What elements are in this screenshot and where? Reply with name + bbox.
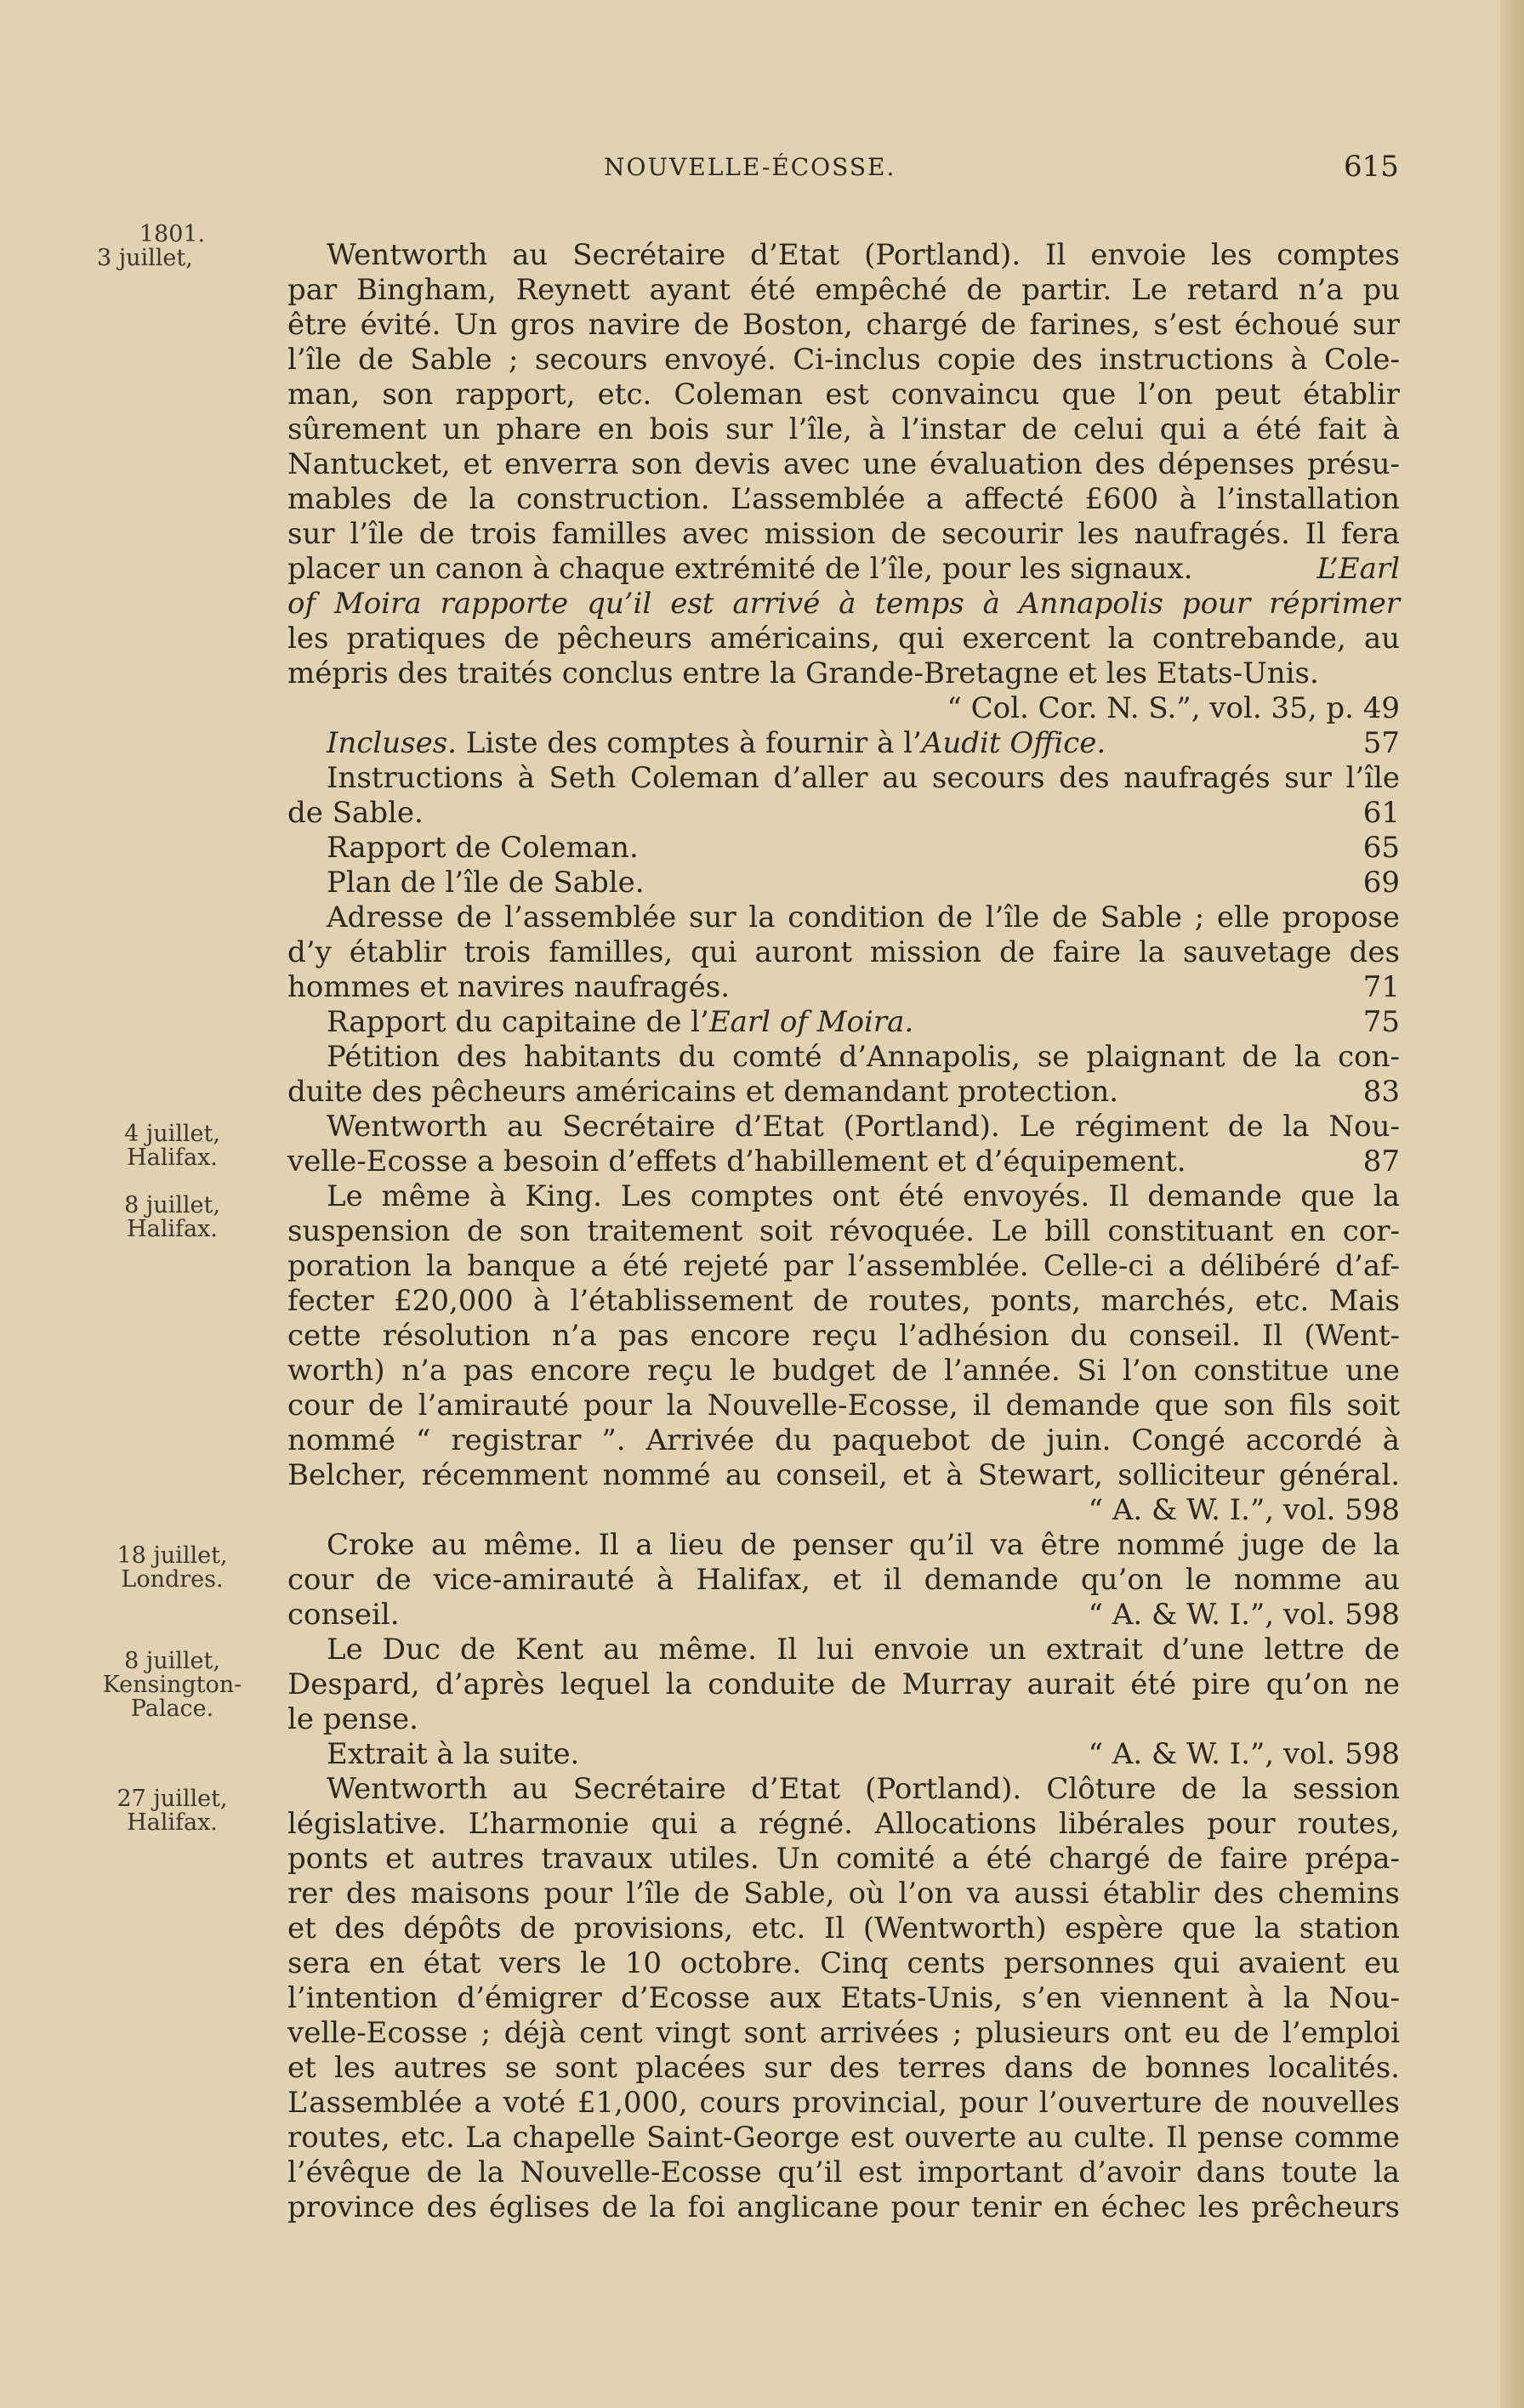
enclosure	[287, 796, 1400, 831]
enclosure	[287, 970, 1400, 1005]
margin-date: 8 juillet,	[124, 1648, 220, 1674]
enclosure	[287, 726, 1400, 761]
text-line	[287, 1598, 1400, 1633]
margin-note-4-juillet	[85, 1122, 259, 1170]
enclosure-desc: Liste des comptes à fournir à l’	[456, 726, 922, 760]
text-line: le pense.	[287, 1702, 418, 1736]
text-line: l’évêque de la Nouvelle-Ecosse qu’il est important d’avoir dans toute la	[287, 2155, 1400, 2189]
page-edge	[1500, 0, 1524, 2408]
text-line: et des dépôts de provisions, etc. Il (Wentworth) espère que la station	[287, 1911, 1400, 1945]
enclosure-text: de Sable.	[287, 796, 424, 830]
enclosure	[287, 1075, 1400, 1110]
enclosure-line: Pétition des habitants du comté d’Annapolis, se plaignant de la con-	[327, 1040, 1400, 1074]
archive-reference: “ A. & W. I.”, vol. 598	[1088, 1598, 1400, 1632]
text-line: les pratiques de pêcheurs américains, qui exercent la contrebande, au	[287, 622, 1400, 656]
text-line: of Moira rapporte qu’il est arrivé à temps à Annapolis pour réprimer	[287, 587, 1400, 621]
enclosure	[287, 866, 1400, 900]
margin-place: Halifax.	[127, 1216, 218, 1242]
margin-note-kensington	[85, 1650, 259, 1721]
enclosure-title: Audit Office.	[921, 726, 1106, 760]
text-span: conseil.	[287, 1598, 400, 1632]
main-text	[287, 238, 1400, 2225]
enclosure-text: Rapport de Coleman.	[327, 831, 639, 865]
text-line: suspension de son traitement soit révoquée. Le bill constituant en cor-	[287, 1214, 1400, 1248]
text-span: Extrait à la suite.	[327, 1737, 580, 1771]
enclosure-page: 57	[1362, 726, 1400, 760]
margin-note-1801	[85, 223, 259, 270]
margin-note-18-juillet	[85, 1544, 259, 1592]
text-line: ponts et autres travaux utiles. Un comité a été chargé de faire prépa-	[287, 1842, 1400, 1876]
text-line: Belcher, récemment nommé au conseil, et à Stewart, solliciteur général.	[287, 1458, 1400, 1492]
margin-place: Palace.	[130, 1695, 214, 1722]
text-line: l’île de Sable ; secours envoyé. Ci-inclus copie des instructions à Cole-	[287, 343, 1400, 377]
margin-note-27-juillet	[85, 1787, 259, 1835]
enclosure-line: Instructions à Seth Coleman d’aller au secours des naufragés sur l’île	[327, 761, 1400, 795]
margin-date: 8 juillet,	[124, 1192, 220, 1218]
running-title: NOUVELLE-ÉCOSSE.	[604, 153, 896, 181]
margin-place: Londres.	[121, 1566, 224, 1593]
enclosure-page: 87	[1362, 1144, 1400, 1178]
text-line: Croke au même. Il a lieu de penser qu’il va être nommé juge de la	[327, 1528, 1400, 1562]
enclosure-text: hommes et navires naufragés.	[287, 970, 731, 1004]
enclosure-desc: Rapport du capitaine de l’	[327, 1005, 709, 1039]
text-line: man, son rapport, etc. Coleman est convaincu que l’on peut établir	[287, 378, 1400, 412]
ship-name: L’Earl	[1316, 552, 1400, 586]
text-span: velle-Ecosse a besoin d’effets d’habillement et d’équipement.	[287, 1144, 1186, 1178]
text-span: placer un canon à chaque extrémité de l’île, pour les signaux.	[287, 552, 1193, 586]
enclosure-page: 65	[1362, 831, 1400, 865]
margin-note-8-juillet	[85, 1194, 259, 1241]
text-line: Wentworth au Secrétaire d’Etat (Portland). Le régiment de la Nou-	[327, 1110, 1400, 1144]
archive-reference: “ Col. Cor. N. S.”, vol. 35, p. 49	[947, 691, 1400, 725]
text-line: par Bingham, Reynett ayant été empêché de partir. Le retard n’a pu	[287, 273, 1400, 307]
text-line: sera en état vers le 10 octobre. Cinq cents personnes qui avaient eu	[287, 1946, 1400, 1980]
text-line	[287, 1144, 1400, 1179]
text-line	[287, 1737, 1400, 1772]
text-line: législative. L’harmonie qui a régné. Allocations libérales pour routes,	[287, 1807, 1400, 1841]
enclosure-text: Plan de l’île de Sable.	[327, 866, 645, 900]
margin-year: 1801.	[139, 221, 206, 247]
enclosure-text	[327, 1005, 913, 1040]
text-line: routes, etc. La chapelle Saint-George est ouverte au culte. Il pense comme	[287, 2121, 1400, 2155]
text-line	[287, 552, 1400, 587]
text-line: rer des maisons pour l’île de Sable, où l’on va aussi établir des chemins	[287, 1877, 1400, 1911]
text-line: Wentworth au Secrétaire d’Etat (Portland). Il envoie les comptes	[327, 238, 1400, 272]
margin-date: 3 juillet,	[97, 245, 193, 271]
text-line: mépris des traités conclus entre la Grande-Bretagne et les Etats-Unis.	[287, 656, 1319, 690]
text-line: l’intention d’émigrer d’Ecosse aux Etats-Unis, s’en viennent à la Nou-	[287, 1981, 1400, 2015]
text-line: et les autres se sont placées sur des terres dans de bonnes localités.	[287, 2051, 1400, 2085]
text-line: cour de l’amirauté pour la Nouvelle-Ecosse, il demande que son fils soit	[287, 1389, 1400, 1423]
text-line: cour de vice-amirauté à Halifax, et il demande qu’on le nomme au	[287, 1563, 1400, 1597]
text-line: Le même à King. Les comptes ont été envoyés. Il demande que la	[327, 1179, 1400, 1213]
text-line: L’assemblée a voté £1,000, cours provincial, pour l’ouverture de nouvelles	[287, 2086, 1400, 2120]
enclosure-text: duite des pêcheurs américains et demandant protection.	[287, 1075, 1119, 1109]
enclosure-line: d’y établir trois familles, qui auront mission de faire la sauvetage des	[287, 935, 1400, 969]
enclosure	[287, 1005, 1400, 1040]
archive-reference: “ A. & W. I.”, vol. 598	[1088, 1493, 1400, 1527]
text-line: Wentworth au Secrétaire d’Etat (Portland). Clôture de la session	[327, 1772, 1400, 1806]
enclosure	[287, 831, 1400, 866]
text-line: fecter £20,000 à l’établissement de routes, ponts, marchés, etc. Mais	[287, 1284, 1400, 1318]
text-line: velle-Ecosse ; déjà cent vingt sont arrivées ; plusieurs ont eu de l’emploi	[287, 2016, 1400, 2050]
enclosure-text	[327, 726, 1106, 761]
margin-place: Halifax.	[127, 1809, 218, 1836]
text-line: être évité. Un gros navire de Boston, chargé de farines, s’est échoué sur	[287, 308, 1400, 342]
text-line: sur l’île de trois familles avec mission de secourir les naufragés. Il fera	[287, 517, 1400, 551]
text-line: poration la banque a été rejeté par l’assemblée. Celle-ci a délibéré d’af-	[287, 1249, 1400, 1283]
margin-date: 27 juillet,	[117, 1786, 228, 1812]
margin-date: 4 juillet,	[124, 1121, 220, 1147]
text-line: Le Duc de Kent au même. Il lui envoie un extrait d’une lettre de	[327, 1633, 1400, 1667]
archive-reference: “ A. & W. I.”, vol. 598	[1088, 1737, 1400, 1771]
page-number: 615	[1344, 150, 1399, 184]
margin-date: 18 juillet,	[117, 1542, 228, 1569]
text-line: mables de la construction. L’assemblée a affecté £600 à l’installation	[287, 482, 1400, 516]
enclosure-page: 83	[1362, 1075, 1400, 1109]
enclosure-page: 61	[1362, 796, 1400, 830]
enclosure-page: 71	[1362, 970, 1400, 1004]
ship-name: Earl of Moira.	[708, 1005, 914, 1039]
text-line: sûrement un phare en bois sur l’île, à l’instar de celui qui a été fait à	[287, 412, 1400, 446]
text-line: Nantucket, et enverra son devis avec une évaluation des dépenses présu-	[287, 447, 1400, 481]
enclosure-label: Incluses.	[327, 726, 457, 760]
enclosure-page: 75	[1362, 1005, 1400, 1039]
enclosure-page: 69	[1362, 866, 1400, 900]
text-line: nommé “ registrar ”. Arrivée du paquebot de juin. Congé accordé à	[287, 1423, 1400, 1457]
text-line: cette résolution n’a pas encore reçu l’adhésion du conseil. Il (Went-	[287, 1319, 1400, 1353]
text-line: Despard, d’après lequel la conduite de Murray aurait été pire qu’on ne	[287, 1667, 1400, 1701]
text-line: province des églises de la foi anglicane pour tenir en échec les prêcheurs	[287, 2190, 1400, 2224]
enclosure-line: Adresse de l’assemblée sur la condition de l’île de Sable ; elle propose	[327, 900, 1400, 934]
margin-place: Kensington-	[102, 1672, 242, 1698]
margin-place: Halifax.	[127, 1144, 218, 1171]
text-line: worth) n’a pas encore reçu le budget de l’année. Si l’on constitue une	[287, 1354, 1400, 1388]
